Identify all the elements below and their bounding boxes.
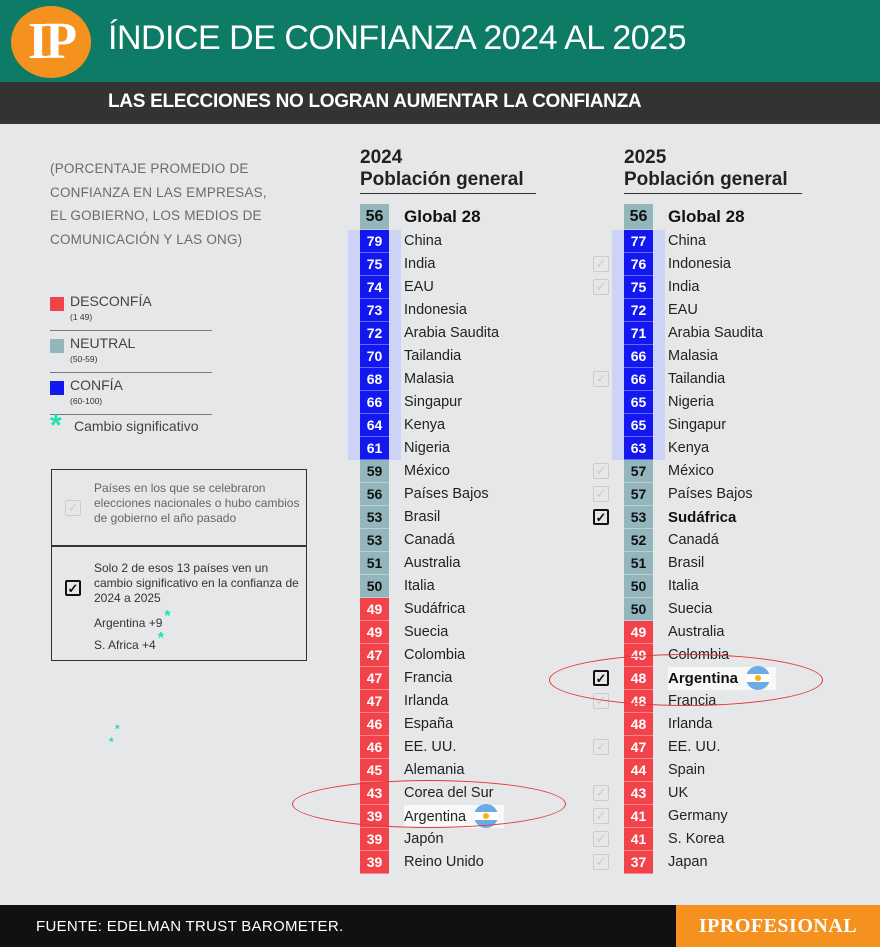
trust-value: 49 (624, 644, 653, 667)
country-name (404, 460, 456, 483)
col-2024-year: 2024 (360, 147, 403, 168)
trust-value: 63 (624, 437, 653, 460)
col-2025-header (624, 147, 788, 191)
country-label: Singapur (404, 394, 463, 410)
country-label: Arabia Saudita (404, 325, 500, 341)
checkbox-light-icon: ✓ (593, 831, 609, 847)
country-name (668, 713, 718, 736)
table-row (624, 782, 824, 805)
table-row (624, 529, 824, 552)
country-label: Kenya (404, 417, 446, 433)
table-row (624, 391, 824, 414)
table-row (360, 276, 560, 299)
checkbox-light-icon: ✓ (593, 463, 609, 479)
legend-significant-label: Cambio significativo (74, 418, 199, 434)
country-label: Colombia (404, 647, 466, 663)
col-2024-header (360, 147, 524, 191)
table-row (360, 667, 560, 690)
asterisk-icon: * (157, 630, 164, 647)
country-name (668, 621, 730, 644)
trust-value: 66 (624, 345, 653, 368)
country-label: Canadá (404, 532, 455, 548)
table-row (360, 759, 560, 782)
country-name (668, 437, 715, 460)
country-name (404, 299, 473, 322)
checkbox-light-icon: ✓ (593, 739, 609, 755)
trust-value: 50 (360, 575, 389, 598)
trust-value: 52 (624, 529, 653, 552)
country-name (668, 460, 720, 483)
trust-value: 48 (624, 667, 653, 690)
table-row (624, 736, 824, 759)
country-name (668, 552, 710, 575)
table-row (360, 644, 560, 667)
trust-value: 49 (624, 621, 653, 644)
country-label: EAU (668, 302, 698, 318)
legend-significant (50, 409, 240, 442)
country-name (404, 322, 505, 345)
trust-value: 66 (624, 368, 653, 391)
trust-value: 64 (360, 414, 389, 437)
table-row (360, 299, 560, 322)
country-label: Suecia (404, 624, 449, 640)
table-row (360, 690, 560, 713)
country-label: Sudáfrica (404, 601, 466, 617)
table-row (360, 322, 560, 345)
country-name (668, 828, 730, 851)
country-label: India (668, 279, 700, 295)
country-label: Colombia (668, 647, 730, 663)
country-name (404, 851, 490, 874)
table-row (360, 483, 560, 506)
table-row (360, 598, 560, 621)
country-label: Países Bajos (404, 486, 489, 502)
country-label: Indonesia (668, 256, 731, 272)
country-name (668, 483, 759, 506)
trust-value: 39 (360, 805, 389, 828)
country-label: Reino Unido (404, 854, 484, 870)
checkbox-light-icon: ✓ (593, 808, 609, 824)
table-row (624, 759, 824, 782)
table-row (360, 253, 560, 276)
trust-value: 47 (624, 736, 653, 759)
elections-explanation: Países en los que se celebraron elecciones nacionales o hubo cambios de gobierno el año pasado (94, 481, 300, 525)
country-name (404, 368, 460, 391)
country-label: Países Bajos (668, 486, 753, 502)
table-row (624, 276, 824, 299)
country-label: Nigeria (404, 440, 450, 456)
example-argentina-text: Argentina +9 (94, 616, 163, 630)
trust-value: 49 (360, 598, 389, 621)
checkbox-light-icon: ✓ (593, 486, 609, 502)
global-row-2025 (624, 204, 804, 230)
country-label: Italia (668, 578, 699, 594)
trust-value: 46 (360, 713, 389, 736)
country-name (668, 299, 704, 322)
country-label: Argentina (668, 670, 739, 687)
info-box (51, 469, 307, 661)
highlight-ring-2024 (292, 780, 566, 828)
country-name (404, 667, 458, 690)
country-label: S. Korea (668, 831, 725, 847)
country-name (668, 506, 742, 529)
country-name (404, 414, 451, 437)
brand-logo: IP (11, 6, 91, 78)
country-label: Nigeria (668, 394, 714, 410)
trust-value: 56 (360, 483, 389, 506)
country-label: Francia (668, 693, 717, 709)
country-name (404, 621, 454, 644)
trust-value: 79 (360, 230, 389, 253)
country-label: India (404, 256, 436, 272)
country-label: Japón (404, 831, 444, 847)
asterisk-icon: * (50, 409, 62, 442)
table-row (360, 736, 560, 759)
country-name (668, 230, 712, 253)
trust-value: 73 (360, 299, 389, 322)
trust-value: 71 (624, 322, 653, 345)
trust-value: 76 (624, 253, 653, 276)
table-row (624, 437, 824, 460)
country-name (404, 253, 441, 276)
table-row (624, 322, 824, 345)
country-name (404, 483, 495, 506)
methodology-note: (PORCENTAJE PROMEDIO DE CONFIANZA EN LAS EMPRESAS, EL GOBIERNO, LOS MEDIOS DE COMUNICACIÓN Y LAS ONG) (50, 161, 267, 247)
trust-value: 37 (624, 851, 653, 874)
legend-neutral-range: (50-59) (70, 354, 98, 364)
trust-value: 57 (624, 460, 653, 483)
highlight-ring-2025 (549, 654, 823, 706)
asterisk-icon: * (115, 722, 120, 736)
legend-neutral-label: NEUTRAL (70, 335, 136, 351)
trust-value: 68 (360, 368, 389, 391)
country-label: Francia (404, 670, 453, 686)
info-divider (52, 545, 306, 547)
trust-value: 41 (624, 805, 653, 828)
trust-value: 46 (360, 736, 389, 759)
country-label: Brasil (668, 555, 705, 571)
country-label: Irlanda (404, 693, 449, 709)
country-label: Japan (668, 854, 708, 870)
col-2025-year: 2025 (624, 147, 667, 168)
col-2024-rule (360, 193, 536, 194)
col-2024-subtitle: Población general (360, 169, 524, 190)
legend-distrust-label: DESCONFÍA (70, 293, 152, 309)
table-row (360, 529, 560, 552)
source-note: FUENTE: EDELMAN TRUST BAROMETER. (36, 918, 344, 935)
country-label: Malasia (404, 371, 454, 387)
country-name (668, 575, 705, 598)
checkbox-dark-icon: ✓ (65, 580, 81, 596)
legend-distrust-swatch (50, 297, 64, 311)
global-value: 56 (360, 204, 389, 230)
trust-value: 43 (360, 782, 389, 805)
legend-trust-swatch (50, 381, 64, 395)
trust-value: 72 (360, 322, 389, 345)
trust-value: 49 (360, 621, 389, 644)
trust-value: 45 (360, 759, 389, 782)
country-name (668, 391, 720, 414)
trust-value: 53 (624, 506, 653, 529)
table-row (360, 414, 560, 437)
country-label: Indonesia (404, 302, 467, 318)
table-row (360, 713, 560, 736)
country-label: Germany (668, 808, 728, 824)
asterisk-icon: * (164, 608, 171, 625)
col-2025-rule (624, 193, 802, 194)
table-row (624, 552, 824, 575)
trust-value: 65 (624, 414, 653, 437)
country-name (668, 322, 769, 345)
country-name (404, 437, 456, 460)
significant-explanation: Solo 2 de esos 13 países ven un cambio significativo en la confianza de 2024 a 2025 (94, 561, 299, 605)
table-row (624, 828, 824, 851)
country-label: Arabia Saudita (668, 325, 764, 341)
trust-value: 39 (360, 828, 389, 851)
country-name (404, 506, 446, 529)
country-label: Brasil (404, 509, 441, 525)
legend-trust (50, 375, 212, 415)
country-label: Suecia (668, 601, 713, 617)
table-row (624, 230, 824, 253)
table-row (624, 575, 824, 598)
country-name (668, 736, 726, 759)
table-row (360, 345, 560, 368)
trust-value: 65 (624, 391, 653, 414)
country-name (668, 368, 731, 391)
global-label: Global 28 (404, 207, 481, 226)
table-row (624, 851, 824, 874)
country-label: UK (668, 785, 689, 801)
trust-value: 75 (360, 253, 389, 276)
checkbox-dark-icon: ✓ (593, 670, 609, 686)
country-label: Australia (668, 624, 725, 640)
country-name (404, 276, 440, 299)
country-label: Singapur (668, 417, 727, 433)
table-row (624, 713, 824, 736)
table-row (360, 851, 560, 874)
page-subtitle: LAS ELECCIONES NO LOGRAN AUMENTAR LA CONFIANZA (108, 91, 642, 112)
trust-value: 47 (360, 667, 389, 690)
country-label: Kenya (668, 440, 710, 456)
country-label: Malasia (668, 348, 718, 364)
country-label: Australia (404, 555, 461, 571)
trust-value: 44 (624, 759, 653, 782)
trust-value: 53 (360, 506, 389, 529)
trust-value: 74 (360, 276, 389, 299)
country-name (668, 782, 694, 805)
country-label: China (404, 233, 442, 249)
checkbox-light-icon: ✓ (593, 785, 609, 801)
country-label: Alemania (404, 762, 465, 778)
table-row (360, 552, 560, 575)
country-name (668, 529, 725, 552)
trust-value: 51 (360, 552, 389, 575)
country-name (404, 736, 462, 759)
country-name (668, 851, 714, 874)
country-label: México (404, 463, 450, 479)
table-row (360, 368, 560, 391)
legend-distrust-range: (1 49) (70, 312, 93, 322)
trust-value: 48 (624, 713, 653, 736)
trust-value: 72 (624, 299, 653, 322)
country-name (404, 529, 461, 552)
country-name (404, 391, 468, 414)
trust-value: 61 (360, 437, 389, 460)
col-2025-subtitle: Población general (624, 169, 788, 190)
page-title: ÍNDICE DE CONFIANZA 2024 AL 2025 (108, 19, 686, 57)
country-name (668, 276, 705, 299)
country-label: Irlanda (668, 716, 713, 732)
table-row (360, 391, 560, 414)
country-name (668, 759, 711, 782)
country-name (404, 230, 448, 253)
country-name (668, 345, 724, 368)
legend-trust-range: (60-100) (70, 396, 103, 406)
asterisk-icon: * (109, 735, 114, 749)
country-name (404, 713, 459, 736)
trust-value: 51 (624, 552, 653, 575)
country-label: Argentina (404, 808, 467, 825)
checkbox-light-icon: ✓ (593, 256, 609, 272)
country-label: Canadá (668, 532, 719, 548)
country-name (404, 644, 471, 667)
country-label: Spain (668, 762, 706, 778)
country-label: Italia (404, 578, 435, 594)
trust-value: 50 (624, 575, 653, 598)
footer-brand-logo: IPROFESIONAL (676, 905, 880, 947)
trust-value: 50 (624, 598, 653, 621)
trust-value: 75 (624, 276, 653, 299)
country-label: EE. UU. (668, 739, 721, 755)
country-label: EAU (404, 279, 434, 295)
trust-value: 59 (360, 460, 389, 483)
country-label: Tailandia (668, 371, 726, 387)
country-name (404, 828, 450, 851)
table-row (624, 460, 824, 483)
trust-value: 47 (360, 644, 389, 667)
trust-value: 47 (360, 690, 389, 713)
trust-value: 66 (360, 391, 389, 414)
country-name (404, 598, 471, 621)
example-safrica (94, 630, 164, 654)
country-label: Sudáfrica (668, 509, 737, 526)
trust-value: 39 (360, 851, 389, 874)
trust-value: 77 (624, 230, 653, 253)
country-label: España (404, 716, 454, 732)
country-label: Tailandia (404, 348, 462, 364)
country-name (404, 575, 441, 598)
legend-neutral-swatch (50, 339, 64, 353)
checkbox-light-icon: ✓ (65, 500, 81, 516)
trust-value: 57 (624, 483, 653, 506)
country-name (668, 414, 732, 437)
country-name (668, 805, 734, 828)
table-row (360, 506, 560, 529)
table-row (360, 621, 560, 644)
country-name (404, 690, 454, 713)
country-label: China (668, 233, 706, 249)
table-row (624, 299, 824, 322)
table-row (624, 368, 824, 391)
trust-value: 43 (624, 782, 653, 805)
checkbox-light-icon: ✓ (593, 279, 609, 295)
checkbox-light-icon: ✓ (593, 854, 609, 870)
country-name (404, 552, 466, 575)
table-row (624, 805, 824, 828)
global-row-2024 (360, 204, 540, 230)
table-row (624, 506, 824, 529)
table-row (624, 253, 824, 276)
country-label: Corea del Sur (404, 785, 494, 801)
country-name (404, 345, 467, 368)
legend-neutral (50, 333, 212, 373)
example-safrica-text: S. Africa +4 (94, 638, 156, 652)
table-row (624, 345, 824, 368)
global-value: 56 (624, 204, 653, 230)
checkbox-dark-icon: ✓ (593, 509, 609, 525)
trust-value: 70 (360, 345, 389, 368)
checkbox-light-icon: ✓ (593, 693, 609, 709)
table-row (360, 230, 560, 253)
table-row (624, 598, 824, 621)
country-name (668, 598, 718, 621)
global-label: Global 28 (668, 207, 745, 226)
table-row (360, 437, 560, 460)
table-row (360, 828, 560, 851)
legend-trust-label: CONFÍA (70, 377, 123, 393)
table-row (624, 414, 824, 437)
country-name (668, 253, 737, 276)
trust-value: 53 (360, 529, 389, 552)
country-label: México (668, 463, 714, 479)
trust-value: 48 (624, 690, 653, 713)
table-row (360, 575, 560, 598)
legend-distrust (50, 291, 212, 331)
table-row (624, 621, 824, 644)
table-row (624, 483, 824, 506)
country-name (404, 759, 470, 782)
checkbox-light-icon: ✓ (593, 371, 609, 387)
trust-value: 41 (624, 828, 653, 851)
table-row (360, 460, 560, 483)
country-label: EE. UU. (404, 739, 457, 755)
